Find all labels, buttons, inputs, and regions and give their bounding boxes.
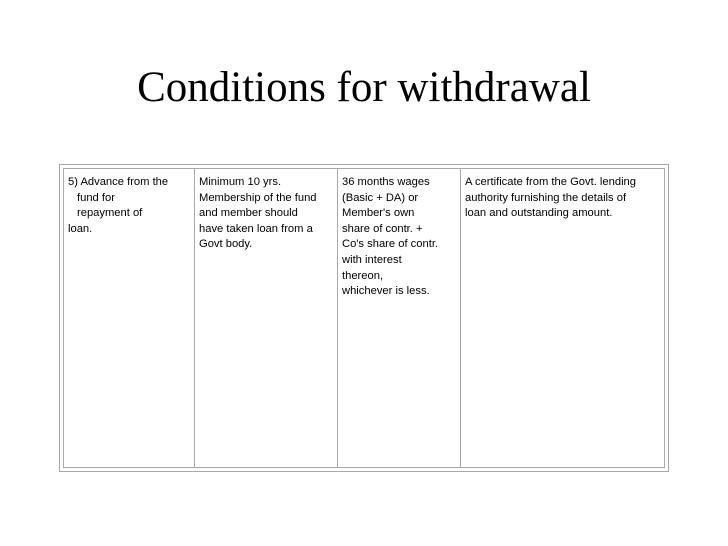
documents-line-2: authority furnishing the details of — [465, 191, 627, 204]
limit-line-2: (Basic + DA) or — [342, 191, 419, 204]
eligibility-line-4: have taken loan from a — [199, 222, 313, 235]
purpose-line-1: 5) Advance from the — [68, 176, 169, 188]
conditions-table — [59, 164, 669, 472]
purpose-line-4: loan. — [68, 222, 93, 235]
cell-withdrawal-limit — [337, 169, 460, 467]
eligibility-line-1: Minimum 10 yrs. — [199, 176, 282, 188]
limit-line-7: thereon, — [342, 269, 384, 282]
table-row — [63, 168, 665, 468]
documents-line-1: A certificate from the Govt. lending — [465, 176, 637, 188]
limit-line-3: Member's own — [342, 207, 415, 220]
cell-eligibility — [194, 169, 337, 467]
purpose-line-2: fund for — [77, 191, 115, 204]
cell-purpose — [64, 169, 194, 467]
limit-line-5: Co's share of contr. — [342, 238, 439, 251]
cell-documents — [460, 169, 664, 467]
documents-line-3: loan and outstanding amount. — [465, 207, 613, 220]
eligibility-line-2: Membership of the fund — [199, 191, 317, 204]
eligibility-line-3: and member should — [199, 207, 298, 220]
eligibility-line-5: Govt body. — [199, 238, 253, 251]
limit-line-4: share of contr. + — [342, 222, 423, 235]
limit-line-8: whichever is less. — [342, 285, 430, 298]
limit-line-1: 36 months wages — [342, 176, 430, 188]
slide-title: Conditions for withdrawal — [137, 64, 591, 111]
limit-line-6: with interest — [342, 253, 402, 266]
purpose-line-3: repayment of — [77, 207, 143, 220]
